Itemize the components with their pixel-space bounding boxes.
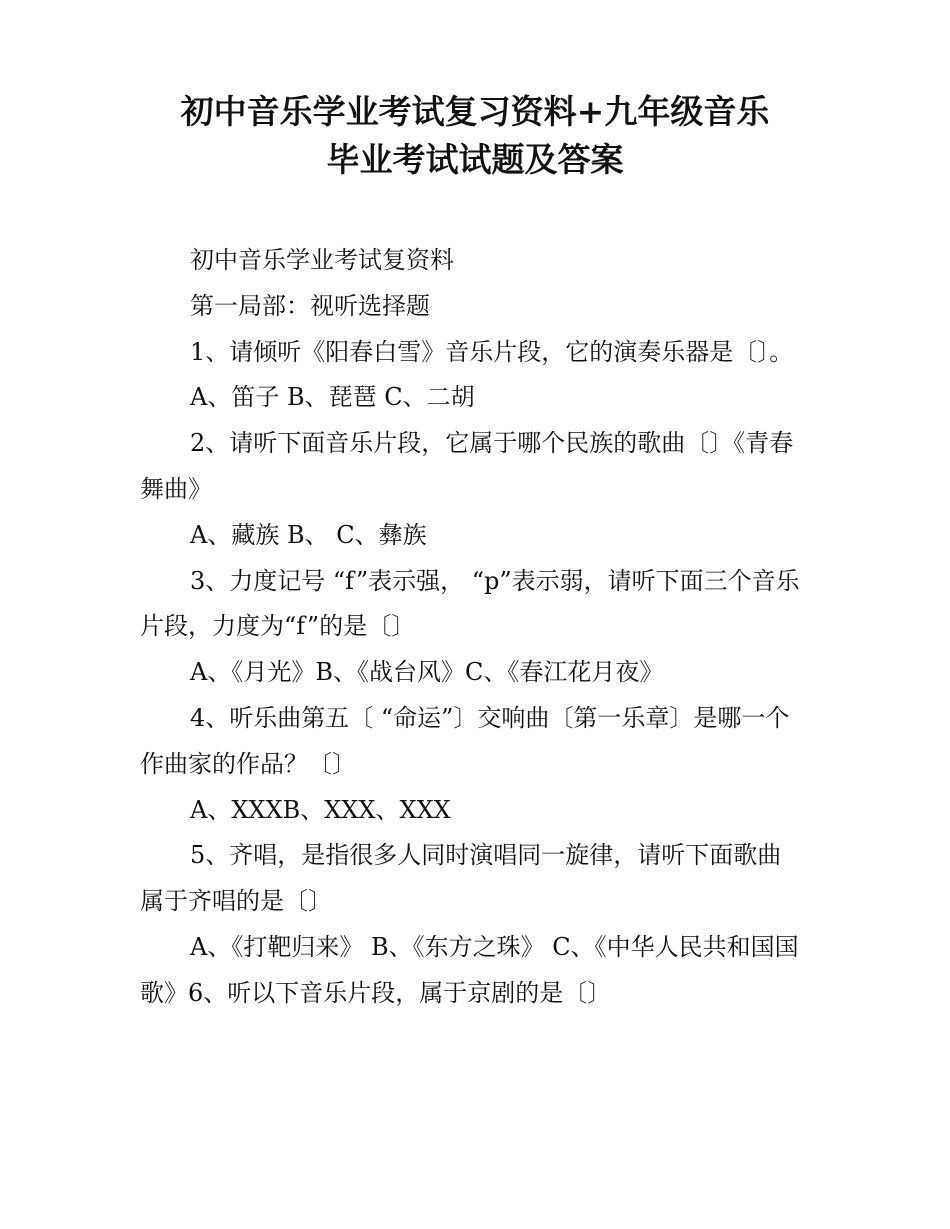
question-2: 2、请听下面音乐片段，它属于哪个民族的歌曲〔〕《青春舞曲》 — [140, 429, 794, 503]
question-2-options: A、藏族 B、 C、彝族 — [190, 520, 427, 549]
question-1-options: A、笛子 B、琵琶 C、二胡 — [190, 383, 475, 412]
question-3-options: A、《月光》B、《战台风》C、《春江花月夜》 — [190, 658, 664, 687]
title-line-2: 毕业考试试题及答案 — [326, 140, 624, 179]
document-body — [140, 238, 800, 1017]
title-line-1: 初中音乐学业考试复习资料+九年级音乐 — [180, 92, 770, 131]
document-title — [140, 88, 810, 184]
question-1: 1、请倾听《阳春白雪》音乐片段，它的演奏乐器是〔〕。 — [190, 337, 794, 366]
part-heading: 第一局部：视听选择题 — [190, 291, 430, 320]
question-5-options-and-question-6: A、《打靶归来》 B、《东方之珠》 C、《中华人民共和国国歌》6、听以下音乐片段，属于京剧的是〔〕 — [140, 932, 799, 1007]
question-3: 3、力度记号 “f”表示强， “p”表示弱，请听下面三个音乐片段，力度为“f”的是〔〕 — [140, 566, 800, 641]
section-heading: 初中音乐学业考试复资料 — [190, 246, 454, 274]
question-4: 4、听乐曲第五〔 “命运”〕交响曲〔第一乐章〕是哪一个作曲家的作品？〔〕 — [140, 703, 790, 778]
question-5: 5、齐唱，是指很多人同时演唱同一旋律，请听下面歌曲属于齐唱的是〔〕 — [140, 841, 782, 916]
question-4-options: A、XXXB、XXX、XXX — [190, 795, 451, 824]
